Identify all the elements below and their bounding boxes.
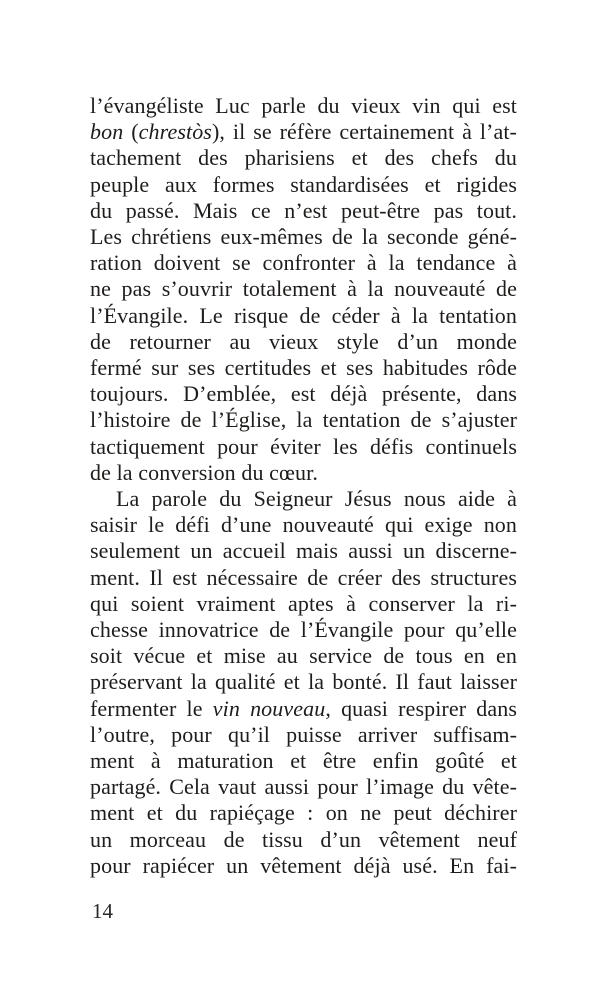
text-line: l’évangéliste Luc parle du vieux vin qui est	[90, 93, 517, 118]
text-line: fermé sur ses certitudes et ses habitudes rôde	[90, 355, 517, 381]
paragraph	[90, 486, 517, 879]
text-line: ment à maturation et être enfin goûté et	[90, 748, 517, 774]
text-line: Les chrétiens eux-mêmes de la seconde géné-	[90, 224, 517, 250]
text-line: un morceau de tissu d’un vêtement neuf	[90, 826, 517, 852]
text-line: de retourner au vieux style d’un monde	[90, 328, 517, 354]
text-line: l’outre, pour qu’il puisse arriver suffisam-	[90, 721, 517, 747]
text-line: fermenter le vin nouveau, quasi respirer dans	[90, 695, 517, 721]
text-line: ment. Il est nécessaire de créer des structures	[90, 564, 517, 590]
text-line: l’Évangile. Le risque de céder à la tentation	[90, 302, 517, 328]
text-line: ration doivent se confronter à la tendance à	[90, 250, 517, 276]
text-line: peuple aux formes standardisées et rigides	[90, 171, 517, 197]
text-line: toujours. D’emblée, est déjà présente, dans	[90, 381, 517, 407]
text-line: partagé. Cela vaut aussi pour l’image du vête-	[90, 774, 517, 800]
text-line: l’histoire de l’Église, la tentation de s’ajuster	[90, 407, 517, 433]
paragraph	[90, 93, 517, 486]
text-line: soit vécue et mise au service de tous en en	[90, 643, 517, 669]
text-line: ne pas s’ouvrir totalement à la nouveauté de	[90, 276, 517, 302]
text-line: chesse innovatrice de l’Évangile pour qu’elle	[90, 617, 517, 643]
text-line: tachement des pharisiens et des chefs du	[90, 145, 517, 171]
text-line: de la conversion du cœur.	[90, 459, 318, 485]
page-text	[90, 93, 517, 879]
text-line: La parole du Seigneur Jésus nous aide à	[116, 486, 517, 512]
text-line: ment et du rapiéçage : on ne peut déchirer	[90, 800, 517, 826]
text-line: saisir le défi d’une nouveauté qui exige non	[90, 512, 517, 538]
text-line: tactiquement pour éviter les défis continuels	[90, 433, 517, 459]
text-line: bon (chrestòs), il se réfère certainement à l’at-	[90, 119, 517, 145]
text-line: pour rapiécer un vêtement déjà usé. En fai-	[90, 852, 517, 878]
text-line: seulement un accueil mais aussi un discerne-	[90, 538, 517, 564]
text-line: préservant la qualité et la bonté. Il faut laisser	[90, 669, 517, 695]
page-number: 14	[92, 899, 113, 923]
text-line: du passé. Mais ce n’est peut-être pas tout.	[90, 197, 517, 223]
text-line: qui soient vraiment aptes à conserver la ri-	[90, 590, 517, 616]
